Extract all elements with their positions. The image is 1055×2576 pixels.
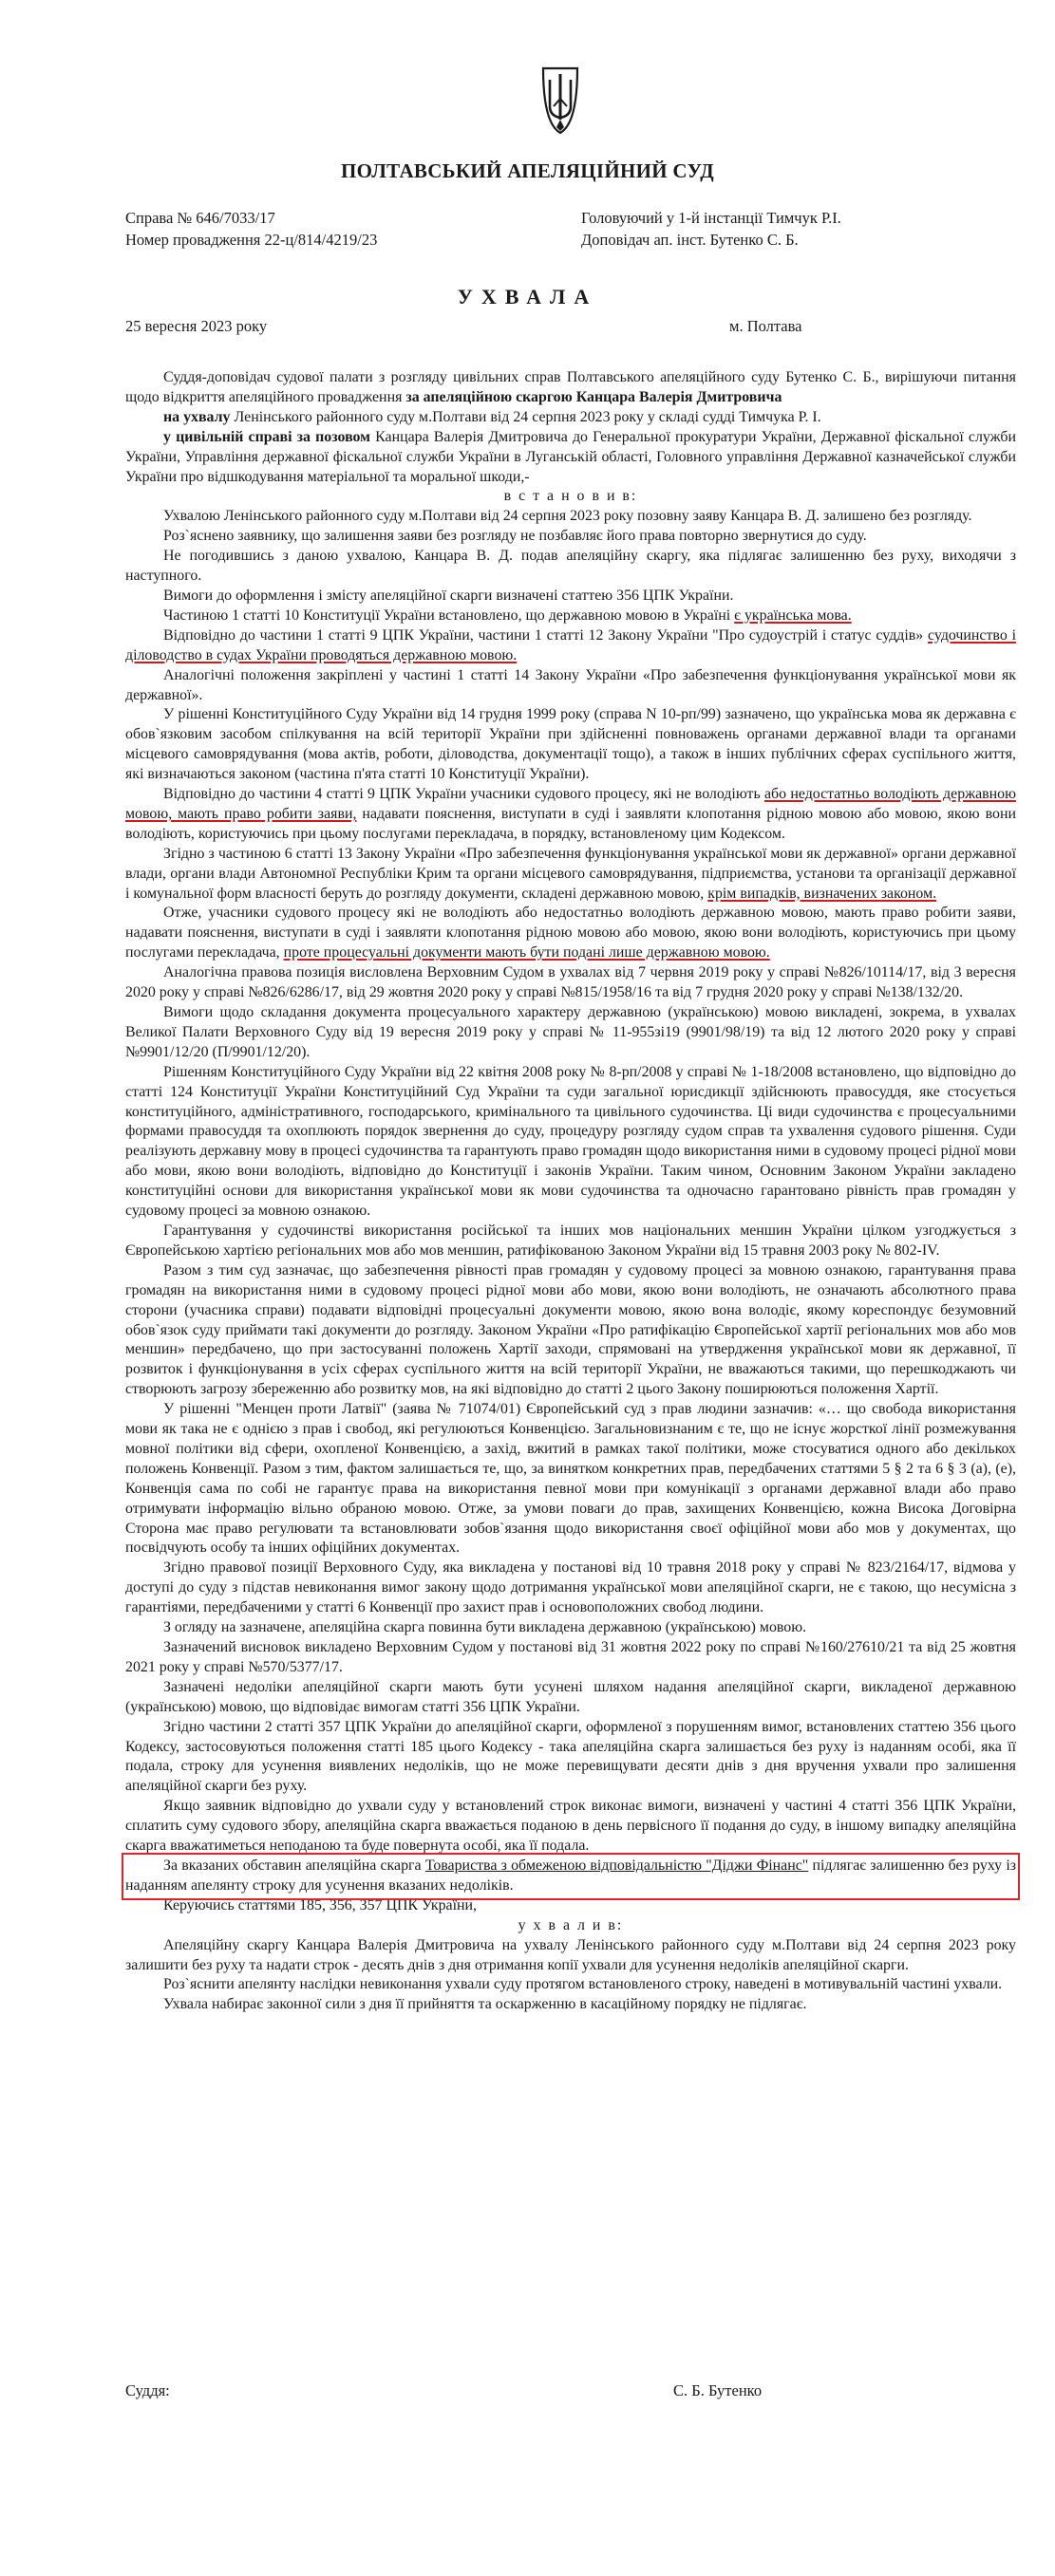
paragraph: Гарантування у судочинстві використання російської та інших мов національних меншин України цілком узгоджується з Європейською хартією регіональних мов або мов меншин, ратифікованою Законом України від 15 травня 2003 року № 802-IV.	[125, 1222, 1016, 1259]
paragraph: Згідно правової позиції Верховного Суду, яка викладена у постанові від 10 травня 2018 року у справі № 823/2164/17, відмова у доступі до суду з підстав невиконання вимог закону щодо дотримання української мови апеляційної скарги, не є такою, що несумісна з гарантіями, передбаченими у статті 6 Конвенції про захист прав і основоположних свобод людини.	[125, 1559, 1016, 1616]
paragraph: Згідно частини 2 статті 357 ЦПК України до апеляційної скарги, оформленої з порушенням вимог, встановлених статтею 356 цього Кодексу, застосовуються положення статті 185 цього Кодексу - така апеляційна скарга залишається без руху із наданням особі, яка її подала, строку для усунення виявлених недоліків, що не може перевищувати десяти днів з дня вручення ухвали про залишення апеляційної скарги без руху.	[125, 1718, 1016, 1795]
trident-emblem-icon	[541, 65, 579, 139]
paragraph: У рішенні "Менцен проти Латвії" (заява № 71074/01) Європейський суд з прав людини зазначив: «… що свобода використання мови як така не є однією з прав і свобод, які регулюються Конвенцією. Загальновизнаним є те, що не існує жорсткої лінії розмежування мовної політики від сфери, охопленої Конвенцією, а захід, вжитий в рамках такої політики, може стосуватися одного або декількох положень Конвенції. Разом з тим, фактом залишається те, що, за винятком конкретних прав, передбачених статтями 5 § 2 та 6 § 3 (а), (е), Конвенція сама по собі не гарантує права на використання певної мови при комунікації з органами державної влади або право отримувати інформацію вільно обраною мовою. Отже, за умови поваги до прав, захищених Конвенцією, кожна Висока Договірна Сторона має право регулювати та встановлювати зобов`язання щодо використання своєї офіційної мови або мов у документах, що посвідчують особу та інших офіційних документах.	[125, 1401, 1016, 1557]
proceeding-number: Номер провадження 22-ц/814/4219/23	[125, 231, 378, 249]
paragraph: Ухвалою Ленінського районного суду м.Полтави від 24 серпня 2023 року позовну заяву Канцара В. Д. залишено без розгляду.	[163, 508, 972, 525]
paragraph: Зазначений висновок викладено Верховним Судом у постанові від 31 жовтня 2022 року по справі №160/27610/21 та від 25 жовтня 2021 року у справі №570/5377/17.	[125, 1639, 1016, 1675]
highlighted-text: крім випадків, визначених законом.	[707, 885, 937, 902]
paragraph: Отже, учасники судового процесу які не володіють або недостатньо володіють державною мовою, мають право робити заяви, надавати пояснення, виступати в суді і заявляти клопотання рідною мовою або мовою, якою вони володіють, користуючись при цьому послугами перекладача, проте процесуальні документи мають бути подані лише державною мовою.	[125, 905, 1016, 961]
paragraph: Частиною 1 статті 10 Конституції України встановлено, що державною мовою в Україні є українська мова.	[163, 607, 852, 624]
established-heading: в с т а н о в и в:	[503, 488, 638, 505]
paragraph: Якщо заявник відповідно до ухвали суду у встановлений строк виконає вимоги, визначені у частині 4 статті 356 ЦПК України, сплатить суму судового збору, апеляційна скарга вважається поданою в день первісного її подання до суду, в іншому випадку апеляційна скарга вважатиметься неподаною та буде повернута особі, яка її подала.	[125, 1798, 1016, 1855]
document-title: УХВАЛА	[457, 285, 598, 308]
highlighted-text: судочинство і діловодство в судах України проводяться державною мовою.	[125, 626, 1016, 663]
intro-paragraph: Суддя-доповідач судової палати з розгляду цивільних справ Полтавського апеляційного суду Бутенко С. Б., вирішуючи питання щодо відкриття апеляційного провадження за апеляційною скаргою Канцара Валерія Дмитровича	[125, 369, 1016, 405]
paragraph: Згідно з частиною 6 статті 13 Закону України «Про забезпечення функціонування української мови як державної» органи державної влади, органи влади Автономної Республіки Крим та органи місцевого самоврядування, підприємства, установи та організації державної і комунальної форм власності беруть до розгляду документи, складені державною мовою, крім випадків, визначених законом.	[125, 845, 1016, 902]
paragraph: З огляду на зазначене, апеляційна скарга повинна бути викладена державною (українською) мовою.	[163, 1619, 807, 1636]
ruling-body	[125, 368, 1016, 2015]
company-name: Товариства з обмеженою відповідальністю "Діджи Фінанс"	[424, 1857, 809, 1874]
paragraph: Відповідно до частини 4 статті 9 ЦПК України учасники судового процесу, які не володіють або недостатньо володіють державною мовою, мають право робити заяви, надавати пояснення, виступати в суді і заявляти клопотання рідною мовою або мовою, якою вони володіють, користуючись при цьому послугами перекладача, в порядку, встановленому цим Кодексом.	[125, 786, 1017, 842]
highlighted-text: проте процесуальні документи мають бути подані лише державною мовою.	[283, 944, 770, 961]
paragraph: Відповідно до частини 1 статті 9 ЦПК України, частини 1 статті 12 Закону України "Про судоустрій і статус суддів» судочинство і діловодство в судах України проводяться державною мовою.	[125, 626, 1016, 663]
first-instance-judge: Головуючий у 1-й інстанції Тимчук Р.І.	[581, 209, 841, 227]
case-metadata-left	[125, 207, 377, 251]
paragraph: Не погодившись з даною ухвалою, Канцара В. Д. подав апеляційну скаргу, яка підлягає залишенню без руху, виходячи з наступного.	[125, 548, 1016, 585]
highlighted-text: є українська мова.	[734, 607, 852, 624]
paragraph: Роз`яснено заявнику, що залишення заяви без розгляду не позбавляє його права повторно звернутися до суду.	[163, 528, 867, 545]
paragraph: Аналогічні положення закріплені у частині 1 статті 14 Закону України «Про забезпечення функціонування української мови як державної».	[125, 666, 1016, 703]
paragraph: У рішенні Конституційного Суду України від 14 грудня 1999 року (справа N 10-рп/99) зазначено, що українська мова як державна є обов`язковим засобом спілкування на всій території України при здійсненні повноважень органами державної влади та органами місцевого самоврядування (мова актів, роботи, діловодства, документації тощо), а також в інших публічних сферах суспільного життя, які визначаються законом (частина п'ята статті 10 Конституції України).	[125, 706, 1016, 783]
paragraph: Зазначені недоліки апеляційної скарги мають бути усунені шляхом надання апеляційної скарги, викладеної державною (українською) мовою, що відповідає вимогам статті 356 ЦПК України.	[125, 1678, 1016, 1715]
paragraph: Ухвала набирає законної сили з дня її прийняття та оскарженню в касаційному порядку не підлягає.	[163, 1996, 807, 2013]
paragraph: Керуючись статтями 185, 356, 357 ЦПК України,	[163, 1896, 477, 1913]
paragraph: Вимоги до оформлення і змісту апеляційної скарги визначені статтею 356 ЦПК України.	[163, 587, 734, 604]
ruling-date: 25 вересня 2023 року	[125, 317, 268, 335]
signature-label: Суддя:	[125, 2381, 170, 2399]
highlighted-text: або недостатньо володіють державною мовою, мають право робити заяви,	[125, 786, 1016, 822]
case-metadata-right	[581, 207, 841, 251]
paragraph: Аналогічна правова позиція висловлена Верховним Судом в ухвалах від 7 червня 2019 року у справі №826/10114/17, від 3 вересня 2020 року у справі №826/6286/17, від 29 жовтня 2020 року у справі №815/1958/16 та від 7 грудня 2020 року у справі №138/132/20.	[125, 964, 1016, 1001]
ruling-city: м. Полтава	[729, 317, 802, 335]
highlighted-paragraph-box: За вказаних обставин апеляційна скарга Товариства з обмеженою відповідальністю "Діджи Фінанс" підлягає залишенню без руху із наданням апелянту строку для усунення вказаних недоліків.	[125, 1857, 1016, 1896]
decided-heading: у х в а л и в:	[518, 1916, 624, 1933]
court-name: ПОЛТАВСЬКИЙ АПЕЛЯЦІЙНИЙ СУД	[341, 159, 714, 182]
case-number: Справа № 646/7033/17	[125, 209, 275, 227]
intro-appeal-subject: на ухвалу Ленінського районного суду м.Полтави від 24 серпня 2023 року у складі судді Тимчука Р. І.	[163, 408, 821, 425]
paragraph: Роз`яснити апелянту наслідки невиконання ухвали суду протягом встановленого строку, наведені в мотивувальній частині ухвали.	[163, 1976, 1003, 1993]
paragraph: Рішенням Конституційного Суду України від 22 квітня 2008 року № 8-рп/2008 у справі № 1-18/2008 встановлено, що відповідно до статті 124 Конституції України Конституційний Суд України та суди загальної юрисдикції здійснюють правосуддя, яке стосується конституційного, адміністративного, господарського, кримінального та цивільного судочинства. Ці види судочинства є процесуальними формами правосуддя та охоплюють порядок звернення до суду, процедуру розгляду судом справ та ухвалення судового рішення. Суди реалізують державну мову в процесі судочинства та гарантують право громадян щодо використання ними в судовому процесі рідної мови або мови, якою вони володіють, відповідно до Конституції і законів України. Таким чином, Основним Законом України закладено конституційні основи для використання української мови як мови судочинства та одночасно гарантовано рівність прав громадян у судовому процесі за мовною ознакою.	[125, 1063, 1016, 1220]
intro-case-subject: у цивільній справі за позовом Канцара Валерія Дмитровича до Генеральної прокуратури України, Державної фіскальної служби України, Управління державної фіскальної служби України в Луганській області, Головного управління Державної казначейської служби України про відшкодування матеріальної та моральної шкоди,-	[125, 428, 1017, 485]
reporting-judge: Доповідач ап. інст. Бутенко С. Б.	[581, 231, 799, 249]
paragraph: Разом з тим суд зазначає, що забезпечення рівності прав громадян у судовому процесі за мовною ознакою, гарантування права громадян на використання ними в судовому процесі рідної мови або мови, якою вони володіють, не означають абсолютного права сторони (учасника справи) подавати відповідні процесуальні документи мовою, якою вона володіє, якому кореспондує безумовний обов`язок суду приймати такі документи до розгляду. Законом України «Про ратифікацію Європейської хартії регіональних мов або мов меншин» передбачено, що при застосуванні положень Хартії заходи, спрямовані на утвердження української мови як державної, її розвиток і функціонування в усіх сферах суспільного життя на всій території України, не вважаються такими, що перешкоджають чи створюють загрозу збереженню або розвитку мов, на які відповідно до статті 2 цього Закону поширюються положення Хартії.	[125, 1261, 1016, 1398]
signature-name: С. Б. Бутенко	[673, 2381, 763, 2399]
paragraph: Вимоги щодо складання документа процесуального характеру державною (українською) мовою викладені, зокрема, в ухвалах Великої Палати Верховного Суду від 19 вересня 2019 року у справі № 11-955зі19 (9901/98/19) та від 12 лютого 2020 року у справі №9901/12/20 (П/9901/12/20).	[125, 1004, 1016, 1060]
paragraph: Апеляційну скаргу Канцара Валерія Дмитровича на ухвалу Ленінського районного суду м.Полтави від 24 серпня 2023 року залишити без руху та надати строк - десять днів з дня отримання копії ухвали для усунення недоліків апеляційної скарги.	[125, 1936, 1016, 1973]
